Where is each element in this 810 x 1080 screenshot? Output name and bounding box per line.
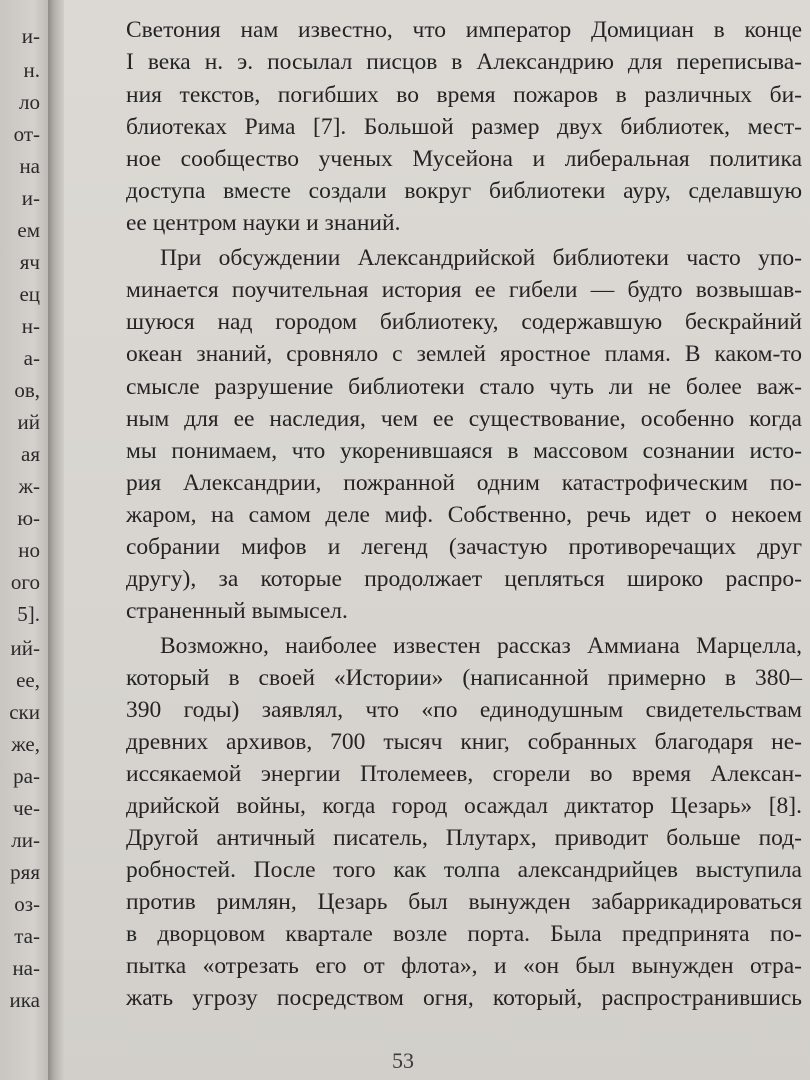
text-line: страненный вымысел. <box>126 598 348 624</box>
text-line: рия Александрии, пожранной одним катастрофическим по- <box>126 470 802 496</box>
left-fragment: ем <box>17 218 40 242</box>
left-fragment: ра- <box>13 764 40 788</box>
left-fragment: ю- <box>17 506 40 530</box>
left-fragment: и- <box>21 186 40 210</box>
text-line: который в своей «Истории» (написанной примерно в 380– <box>126 665 802 691</box>
text-line: минается поучительная история ее гибели — будто возвышав- <box>126 277 802 303</box>
left-fragment: ий- <box>10 636 40 660</box>
text-line: против римлян, Цезарь был вынужден забаррикадироваться <box>126 889 802 915</box>
text-line: жать угрозу посредством огня, который, распространившись <box>126 985 802 1011</box>
text-line: I века н. э. посылал писцов в Александрию для переписыва- <box>126 49 802 75</box>
text-line: мы понимаем, что укоренившаяся в массовом сознании исто- <box>126 438 802 464</box>
left-fragment: ий <box>17 410 40 434</box>
left-fragment: а- <box>23 346 40 370</box>
left-fragment: че- <box>13 796 40 820</box>
text-line: иссякаемой энергии Птолемеев, сгорели во время Алексан- <box>126 761 802 787</box>
left-page-edge <box>0 0 48 1080</box>
left-fragment: ски <box>9 700 40 724</box>
text-line: доступа вместе создали вокруг библиотеки ауру, сделавшую <box>126 178 802 204</box>
text-line: в дворцовом квартале возле порта. Была предпринята по- <box>126 921 802 947</box>
text-line: смысле разрушение библиотеки стало чуть ли не более важ- <box>126 374 802 400</box>
text-line: При обсуждении Александрийской библиотеки часто упо- <box>160 245 802 271</box>
text-line: Светония нам известно, что император Домициан в конце <box>126 17 802 43</box>
book-gutter <box>48 0 64 1080</box>
left-fragment: ж- <box>18 474 40 498</box>
left-fragment: ика <box>9 988 40 1012</box>
text-line: 390 годы) заявлял, что «по единодушным свидетельствам <box>126 697 802 723</box>
text-line: Возможно, наиболее известен рассказ Аммиана Марцелла, <box>160 633 802 659</box>
left-fragment: но <box>18 538 40 562</box>
text-line: ния текстов, погибших во время пожаров в различных би- <box>126 82 802 108</box>
right-page <box>64 0 810 1080</box>
text-line: шуюся над городом библиотеку, содержавшую бескрайний <box>126 309 802 335</box>
text-line: дрийской войны, когда город осаждал диктатор Цезарь» [8]. <box>126 793 802 819</box>
left-fragment: от- <box>13 122 40 146</box>
text-line: древних архивов, 700 тысяч книг, собранных благодаря не- <box>126 729 802 755</box>
left-fragment: оз- <box>14 892 40 916</box>
left-fragment: ее, <box>16 668 40 692</box>
left-fragment: 5]. <box>17 602 40 626</box>
left-fragment: на- <box>12 956 40 980</box>
text-line: робностей. После того как толпа александрийцев выступила <box>126 857 802 883</box>
left-fragment: ая <box>21 442 40 466</box>
left-fragment: яч <box>19 250 40 274</box>
text-line: ное сообщество ученых Мусейона и либеральная политика <box>126 146 802 172</box>
text-line: океан знаний, сровняло с землей яростное пламя. В каком-то <box>126 341 802 367</box>
left-fragment: ец <box>19 282 40 306</box>
left-fragment: н- <box>21 314 40 338</box>
page-number: 53 <box>392 1048 414 1073</box>
left-fragment: на <box>19 154 40 178</box>
left-fragment: та- <box>14 924 40 948</box>
text-line: ее центром науки и знаний. <box>126 210 401 236</box>
left-fragment: ряя <box>10 860 40 884</box>
left-fragment: и- <box>21 24 40 48</box>
left-fragment: ло <box>19 90 40 114</box>
text-line: собрании мифов и легенд (зачастую противоречащих друг <box>126 534 802 560</box>
left-fragment: ов, <box>14 378 40 402</box>
text-line: пытка «отрезать его от флота», и «он был вынужден отра- <box>126 953 802 979</box>
left-fragment: ли- <box>11 828 40 852</box>
text-line: блиотеках Рима [7]. Большой размер двух библиотек, мест- <box>126 114 802 140</box>
left-fragment: н. <box>23 58 40 82</box>
left-fragment: ого <box>10 570 40 594</box>
text-line: жаром, на самом деле миф. Собственно, речь идет о некоем <box>126 502 802 528</box>
text-line: другу), за которые продолжает цепляться широко распро- <box>126 566 802 592</box>
text-line: ным для ее наследия, чем ее существование, особенно когда <box>126 406 802 432</box>
left-fragment: же, <box>11 732 40 756</box>
text-line: Другой античный писатель, Плутарх, приводит больше под- <box>126 825 802 851</box>
